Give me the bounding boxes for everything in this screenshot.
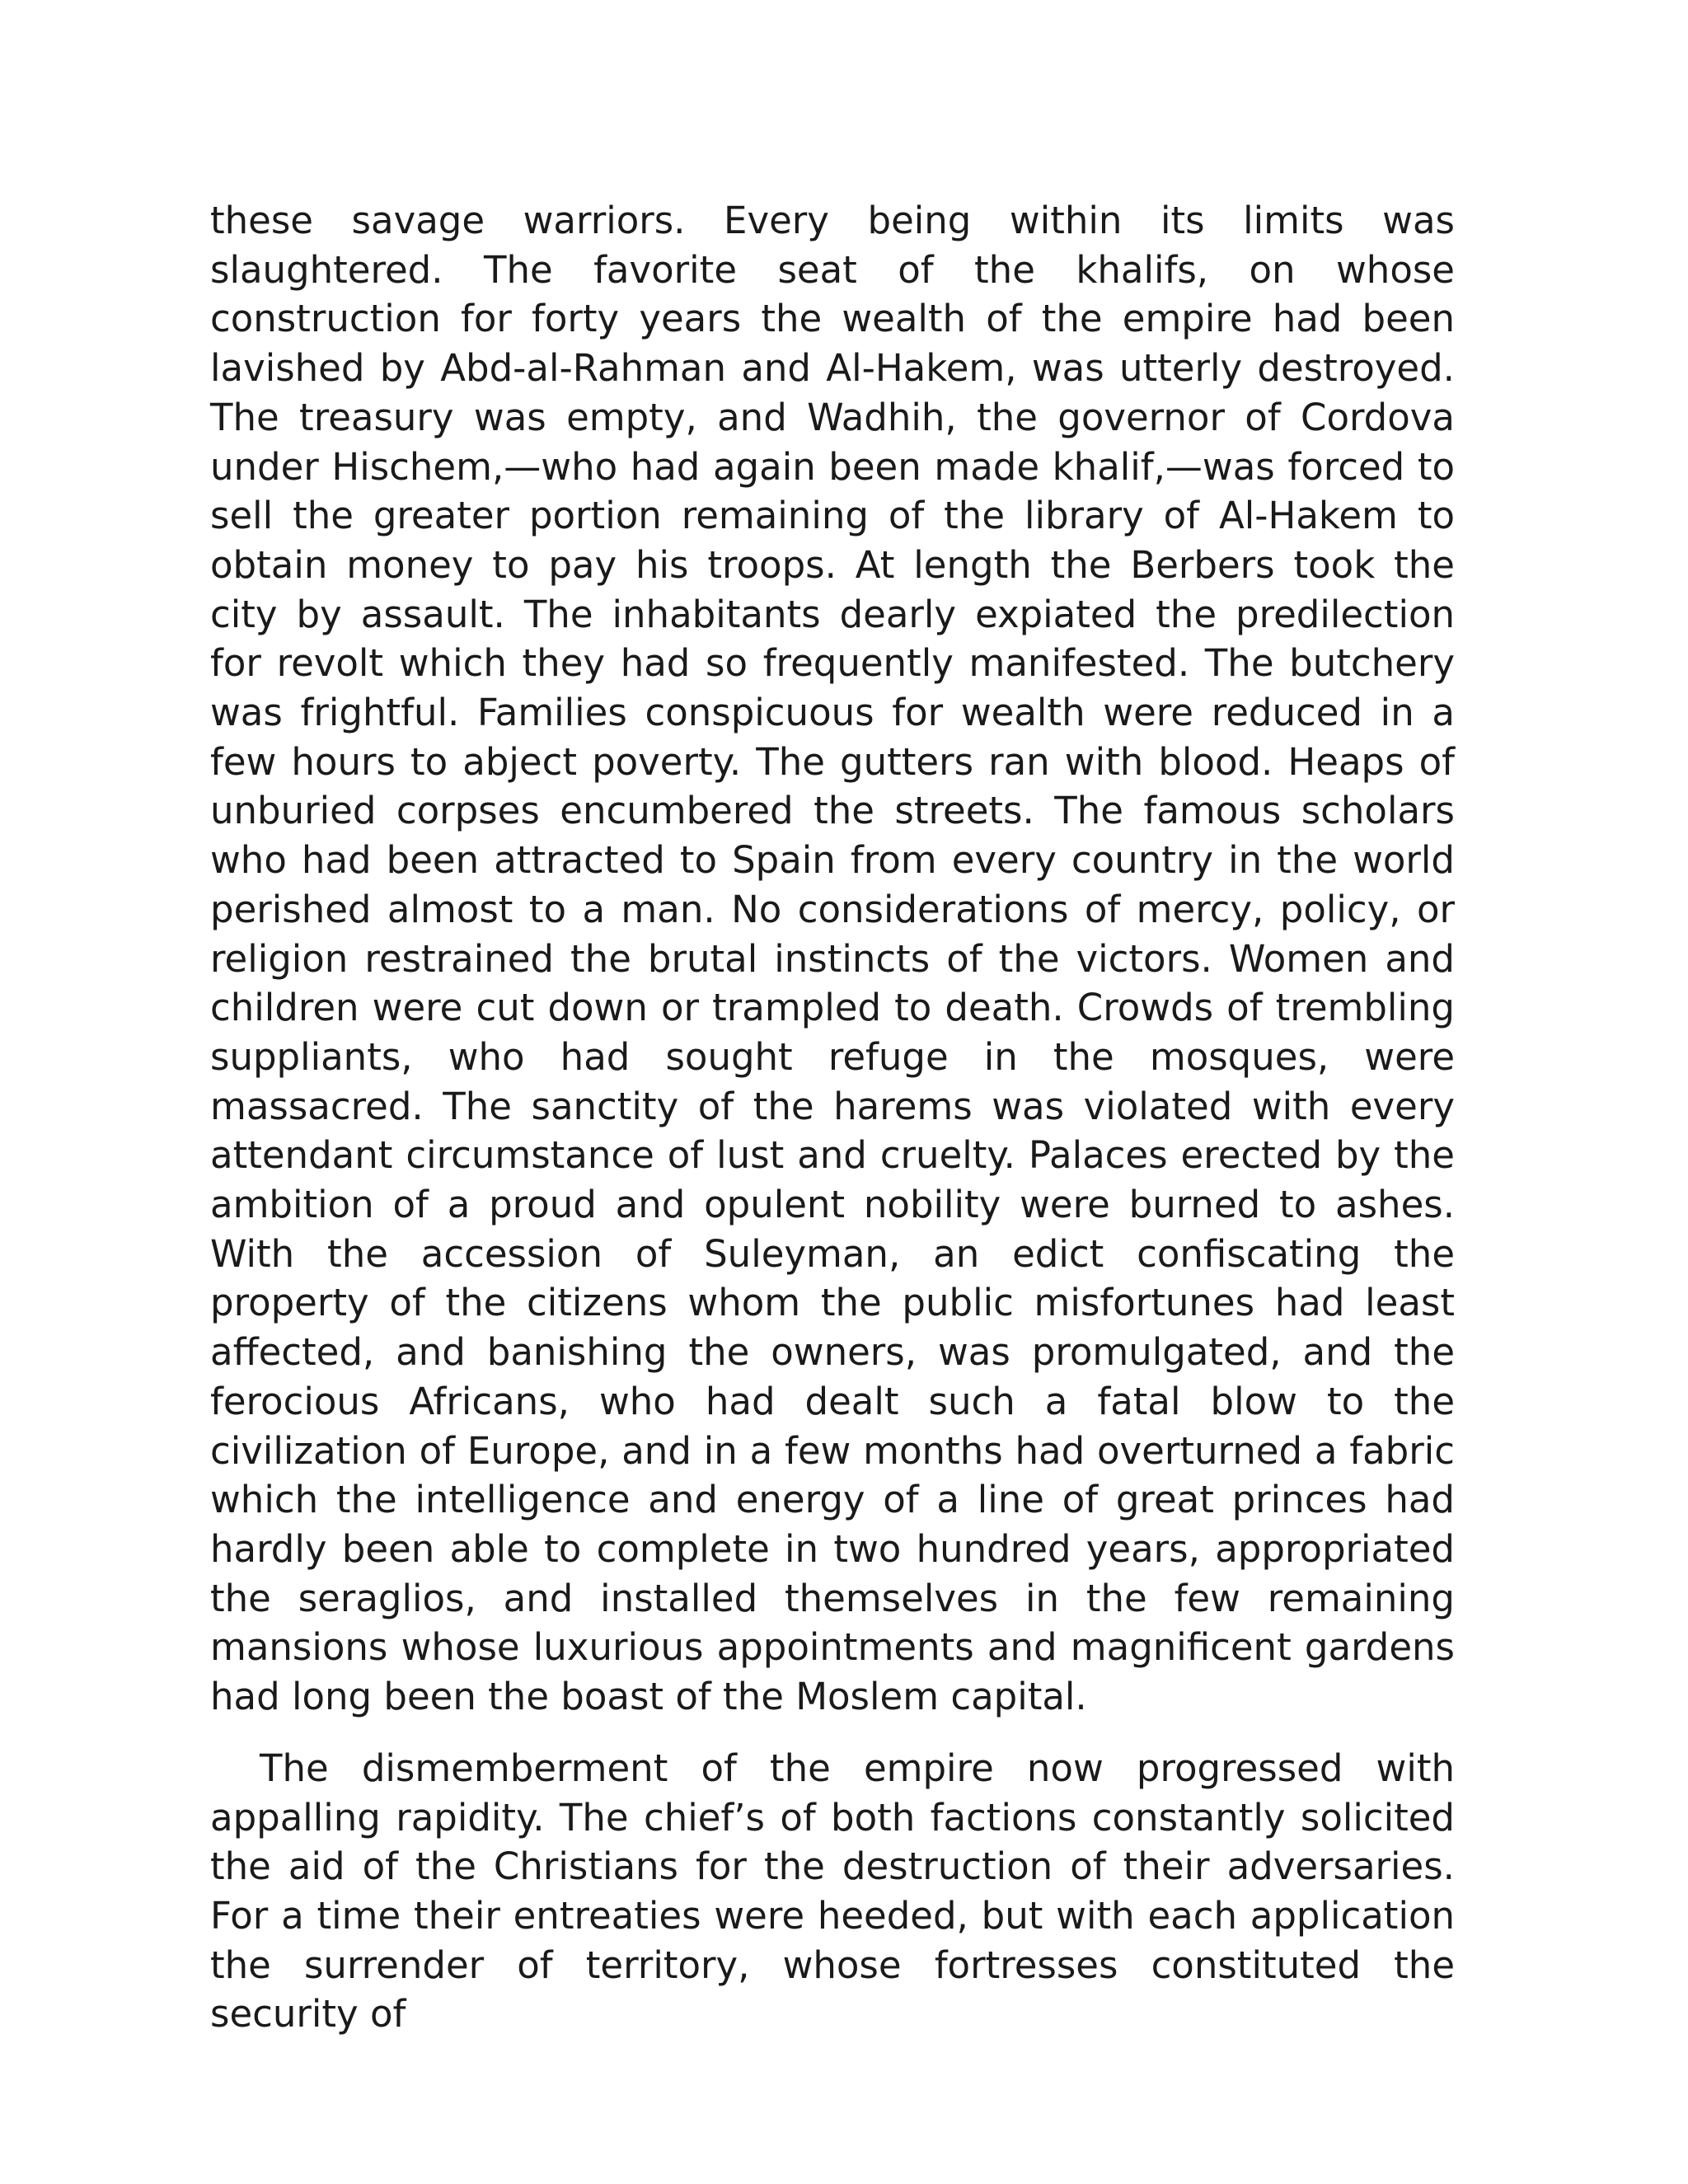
paragraph-dismemberment: The dismemberment of the empire now progressed with appalling rapidity. The chief’s of both factions constantly solicited the aid of the Christians for the destruction of their adversaries. For a time their entreaties were heeded, but with each application the surrender of territory, whose fortresses constituted the security of: [210, 1746, 1455, 2036]
paragraph-continuation: these savage warriors. Every being within its limits was slaughtered. The favorite seat of the khalifs, on whose construction for forty years the wealth of the empire had been lavished by Abd-al-Rahman and Al-Hakem, was utterly destroyed. The treasury was empty, and Wadhih, the governor of Cordova under Hischem,—who had again been made khalif,—was forced to sell the greater portion remaining of the library of Al-Hakem to obtain money to pay his troops. At length the Berbers took the city by assault. The inhabitants dearly expiated the predilection for revolt which they had so frequently manifested. The butchery was frightful. Families conspicuous for wealth were reduced in a few hours to abject poverty. The gutters ran with blood. Heaps of unburied corpses encumbered the streets. The famous scholars who had been attracted to Spain from every country in the world perished almost to a man. No considerations of mercy, policy, or religion restrained the brutal instincts of the victors. Women and children were cut down or trampled to death. Crowds of trembling suppliants, who had sought refuge in the mosques, were massacred. The sanctity of the harems was violated with every attendant circumstance of lust and cruelty. Palaces erected by the ambition of a proud and opulent nobility were burned to ashes. With the accession of Suleyman, an edict confiscating the property of the citizens whom the public misfortunes had least affected, and banishing the owners, was promulgated, and the ferocious Africans, who had dealt such a fatal blow to the civilization of Europe, and in a few months had overturned a fabric which the intelligence and energy of a line of great princes had hardly been able to complete in two hundred years, appropriated the seraglios, and installed themselves in the few remaining mansions whose luxurious appointments and magnificent gardens had long been the boast of the Moslem capital.: [210, 199, 1455, 1719]
body-text: [210, 196, 1455, 2039]
